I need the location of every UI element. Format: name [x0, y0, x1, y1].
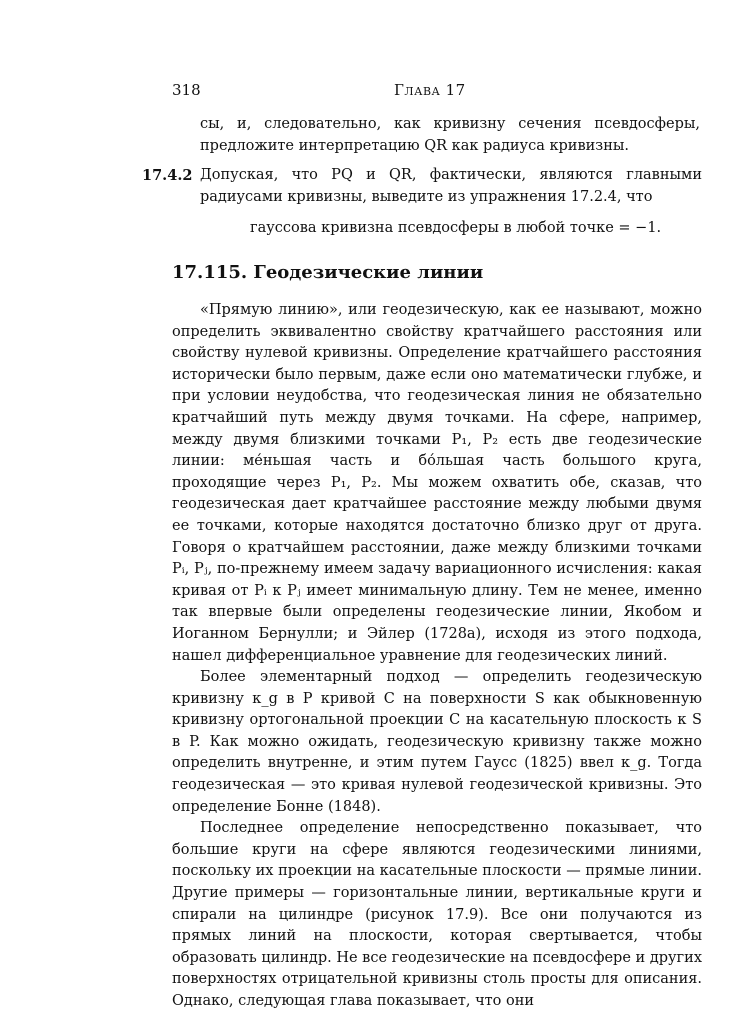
display-formula: гауссова кривизна псевдосферы в любой точке = −1.: [250, 220, 662, 236]
paragraph-3: Последнее определение непосредственно показывает, что большие круги на сфере являются геодезическими линиями, поскольку их проекции на касательные плоскости — прямые линии. Другие примеры — горизонтальные линии, вертикальные круги и спирали на цилиндре (рисунок 17.9). Все они получаются из прямых линий на плоскости, которая свертывается, чтобы образовать цилиндр. Не все геодезические на псевдосфере и других поверхностях отрицательной кривизны столь просты для описания. Однако, следующая глава показывает, что они: [172, 820, 702, 1009]
section-body: [172, 300, 702, 1013]
paragraph-1: «Прямую линию», или геодезическую, как ее называют, можно определить эквивалентно свойству кратчайшего расстояния или свойству нулевой кривизны. Определение кратчайшего расстояния исторически было первым, даже если оно математически глубже, и при условии неудобства, что геодезическая линия не обязательно кратчайший путь между двумя точками. На сфере, например, между двумя близкими точками P₁, P₂ есть две геодезические линии: ме́ньшая часть и бо́льшая часть большого круга, проходящие через P₁, P₂. Мы можем охватить обе, сказав, что геодезическая дает кратчайшее расстояние между любыми двумя ее точками, которые находятся достаточно близко друг от друга. Говоря о кратчайшем расстоянии, даже между близкими точками Pᵢ, Pⱼ, по-прежнему имеем задачу вариационного исчисления: какая кривая от Pᵢ к Pⱼ имеет минимальную длину. Тем не менее, именно так впервые были определены геодезические линии, Якобом и Иоганном Бернулли; и Эйлер (1728a), исходя из этого подхода, нашел дифференциальное уравнение для геодезических линий.: [172, 302, 702, 664]
page-number: 318: [172, 81, 201, 99]
continuation-paragraph: сы, и, следовательно, как кривизну сечения псевдосферы, предложите интерпретацию QR как радиуса кривизны.: [200, 116, 700, 154]
chapter-label: Глава 17: [394, 81, 466, 99]
exercise-17-4-2: [142, 165, 702, 208]
section-title: 17.115. Геодезические линии: [172, 262, 484, 283]
exercise-number: 17.4.2: [142, 167, 193, 184]
paragraph-2: Более элементарный подход — определить геодезическую кривизну κ_g в P кривой C на поверхности S как обыкновенную кривизну ортогональной проекции C на касательную плоскость к S в P. Как можно ожидать, геодезическую кривизну также можно определить внутренне, и этим путем Гаусс (1825) ввел κ_g. Тогда геодезическая — это кривая нулевой геодезической кривизны. Это определение Бонне (1848).: [172, 669, 702, 815]
exercise-text: Допуская, что PQ и QR, фактически, являются главными радиусами кривизны, выведите из упражнения 17.2.4, что: [200, 167, 702, 205]
